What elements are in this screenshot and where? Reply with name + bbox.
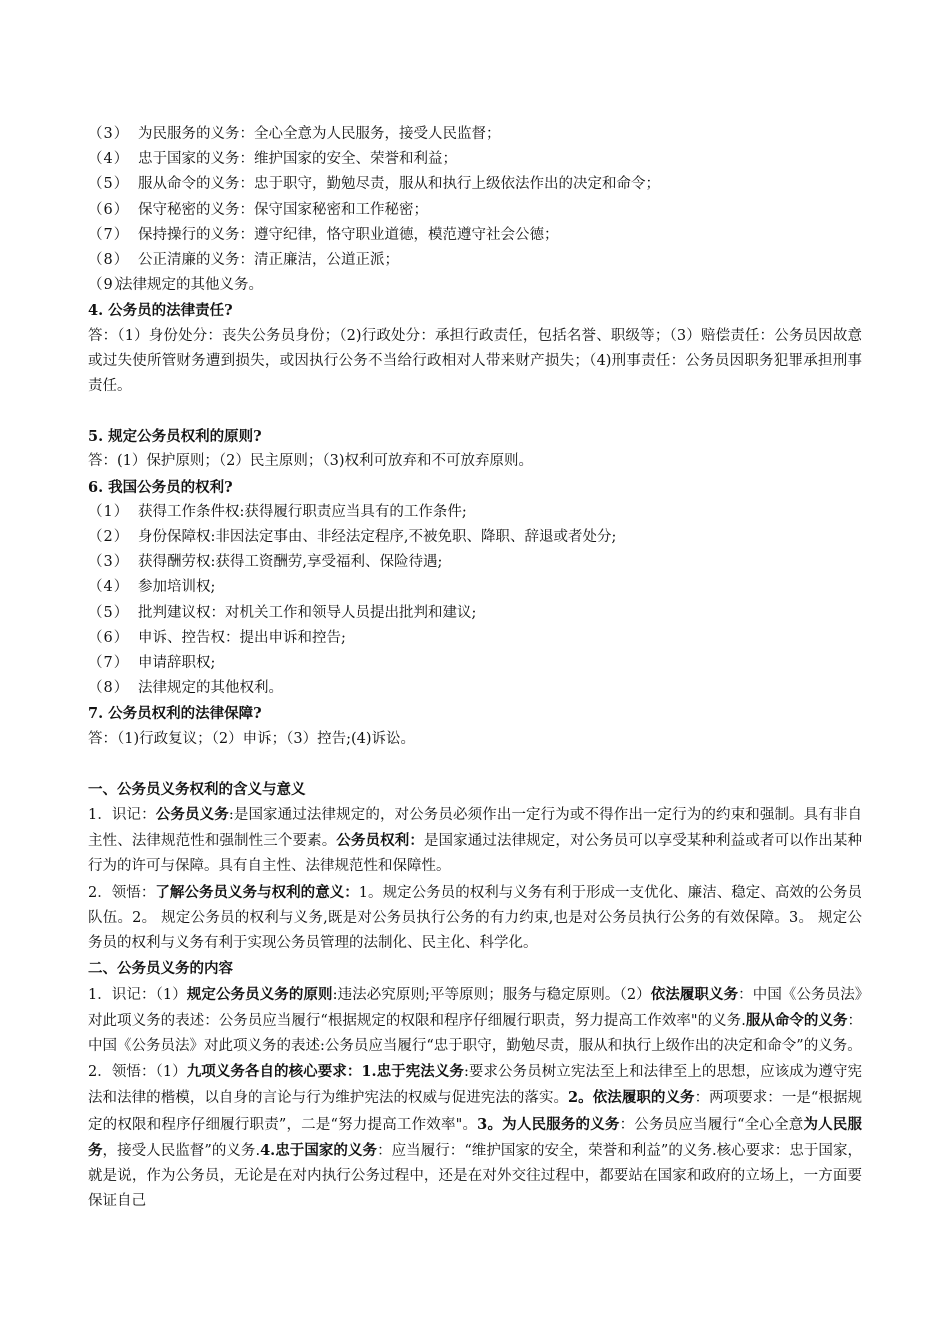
item-text: 法律规定的其他权利。 [138,680,283,697]
list-item [88,172,862,197]
answer-paragraph: 答：（1)行政复议；（2）申诉；（3）控告;(4)诉讼。 [88,730,416,747]
bold-term: 了解公务员义务与权利的意义： [155,883,359,901]
duties-list [88,122,862,298]
bold-term: 依法履职义务 [650,985,739,1003]
text-run: ：两项要求：一是“根据规定的权限和程序仔细履行职责”，二是“努力提高工作效率"。 [88,1090,862,1133]
item-text: 公正清廉的义务：清正廉洁，公道正派； [138,252,399,269]
body-paragraph [88,982,862,1060]
item-number: （3） [88,554,130,571]
text-run: 1。规定公务员的权利与义务有利于形成一支优化、廉洁、稳定、高效的公务员队伍。2。 规定公务员的权利与义务,既是对公务员执行公务的有力约束,也是对公务员执行公务的有效保障。3。 规定公务员的权利与义务有利于实现公务员管理的法制化、民主化、科学化。 [88,884,862,952]
item-number: （8） [88,252,130,269]
question-heading: 7. 公务员权利的法律保障? [88,705,262,723]
list-item [88,198,862,223]
item-text: 服从命令的义务：忠于职守，勤勉尽责，服从和执行上级依法作出的决定和命令； [138,176,660,193]
text-run: ，接受人民监督”的义务. [102,1142,261,1159]
text-run: ：中国《公务员法》对此项义务的表述:公务员应当履行“忠于职守，勤勉尽责，服从和执行上级作出的决定和命令”的义务。 [88,1012,863,1054]
bold-term: 规定公务员义务的原则 [186,985,333,1003]
list-item [88,550,862,575]
item-number: （8） [88,680,130,697]
list-item [88,676,862,701]
bold-term: 服从命令的义务 [745,1011,848,1029]
answer-paragraph: 答：（1）身份处分：丧失公务员身份；（2)行政处分：承担行政责任，包括名誉、职级等；（3）赔偿责任：公务员因故意或过失使所管财务遭到损失，或因执行公务不当给行政相对人带来财产损失；（4)刑事责任：公务员因职务犯罪承担刑事责任。 [88,327,862,395]
item-text: 忠于国家的义务：维护国家的安全、荣誉和利益； [138,151,457,168]
list-item [88,223,862,248]
item-text: 法律规定的其他义务。 [118,277,263,294]
bold-term: 为人民服务 [88,1115,862,1159]
text-run: 2．领悟：（1） [88,1064,187,1081]
list-item [88,147,862,172]
list-item [88,651,862,676]
text-run: 是国家通过法律规定，对公务员可以享受某种利益或者可以作出某种行为的许可与保障。具有自主性、法律规范性和保障性。 [88,833,863,875]
item-number: （1） [88,503,130,520]
text-run: 1．识记： [88,807,156,824]
item-number: （3） [88,126,130,142]
item-text: 参加培训权; [138,579,216,596]
bold-term: 公务员权利： [336,832,424,850]
list-item [88,248,862,273]
item-number: （2） [88,529,130,546]
item-number: （4） [88,579,130,596]
item-number: （5） [88,604,130,621]
question-heading: 6. 我国公务员的权利? [88,478,233,496]
item-text: 获得酬劳权:获得工资酬劳,享受福利、保险待遇; [138,554,443,571]
list-item [88,626,862,651]
item-number: （5） [88,176,130,193]
question-heading: 5. 规定公务员权利的原则? [88,428,262,446]
text-run: ：公务员应当履行“全心全意 [619,1116,804,1133]
bold-term: 九项义务各自的核心要求：1.忠于宪法义务 [186,1063,464,1081]
rights-list [88,500,862,702]
text-run: 2．领悟： [88,884,156,901]
text-run: ：应当履行：“维护国家的安全，荣誉和利益”的义务.核心要求：忠于国家，就是说，作为公务员，无论是在对内执行公务过程中，还是在对外交往过程中，都要站在国家和政府的立场上，一方面要保证自己 [88,1142,862,1210]
list-item [88,601,862,626]
item-number: （9） [88,277,130,294]
item-number: （4） [88,151,130,168]
item-text: 为民服务的义务：全心全意为人民服务，接受人民监督； [138,126,501,142]
text-run: :要求公务员树立宪法至上和法律至上的思想，应该成为遵守宪法和法律的楷模，以自身的言论与行为维护宪法的权威与促进宪法的落实。 [88,1064,863,1107]
body-paragraph [88,880,862,957]
item-text: 身份保障权:非因法定事由、非经法定程序,不被免职、降职、辞退或者处分; [138,529,617,546]
item-text: 申诉、控告权：提出申诉和控告; [138,629,346,646]
list-item [88,122,862,147]
item-text: 获得工作条件权:获得履行职责应当具有的工作条件; [138,503,467,520]
spacer [88,399,862,424]
text-run: :违法必究原则;平等原则；服务与稳定原则。（2） [332,986,651,1003]
section-heading: 一、公务员义务权利的含义与意义 [88,780,306,798]
text-run: 1．识记：（1） [88,986,187,1003]
document-body [88,122,862,1214]
section-heading: 二、公务员义务的内容 [88,960,233,978]
body-paragraph [88,1059,862,1214]
item-number: （6） [88,629,130,646]
question-heading: 4. 公务员的法律责任? [88,302,233,320]
spacer [88,752,862,777]
text-run: :是国家通过法律规定的，对公务员必须作出一定行为或不得作出一定行为的约束和强制。具有非自主性、法律规范性和强制性三个要素。 [88,807,862,850]
item-text: 保守秘密的义务：保守国家秘密和工作秘密； [138,201,428,218]
item-text: 保持操行的义务：遵守纪律，恪守职业道德，模范遵守社会公德； [138,226,559,243]
list-item [88,575,862,600]
list-item [88,525,862,550]
answer-paragraph: 答：(1）保护原则；（2）民主原则；（3)权利可放弃和不可放弃原则。 [88,453,533,470]
item-number: （7） [88,226,130,243]
item-number: （6） [88,201,130,218]
bold-term: 3。为人民服务的义务 [477,1115,620,1133]
item-number: （7） [88,655,130,672]
bold-term: 2。依法履职的义务 [568,1089,695,1107]
list-item [88,500,862,525]
item-text: 批判建议权：对机关工作和领导人员提出批判和建议; [138,604,477,621]
item-text: 申请辞职权; [138,655,216,672]
list-item [88,273,862,298]
body-paragraph [88,802,862,880]
bold-term: 公务员义务 [155,806,229,824]
text-run: ：中国《公务员法》对此项义务的表述：公务员应当履行“根据规定的权限和程序仔细履行职责，努力提高工作效率"的义务. [88,986,863,1029]
bold-term: 4.忠于国家的义务 [260,1141,378,1159]
